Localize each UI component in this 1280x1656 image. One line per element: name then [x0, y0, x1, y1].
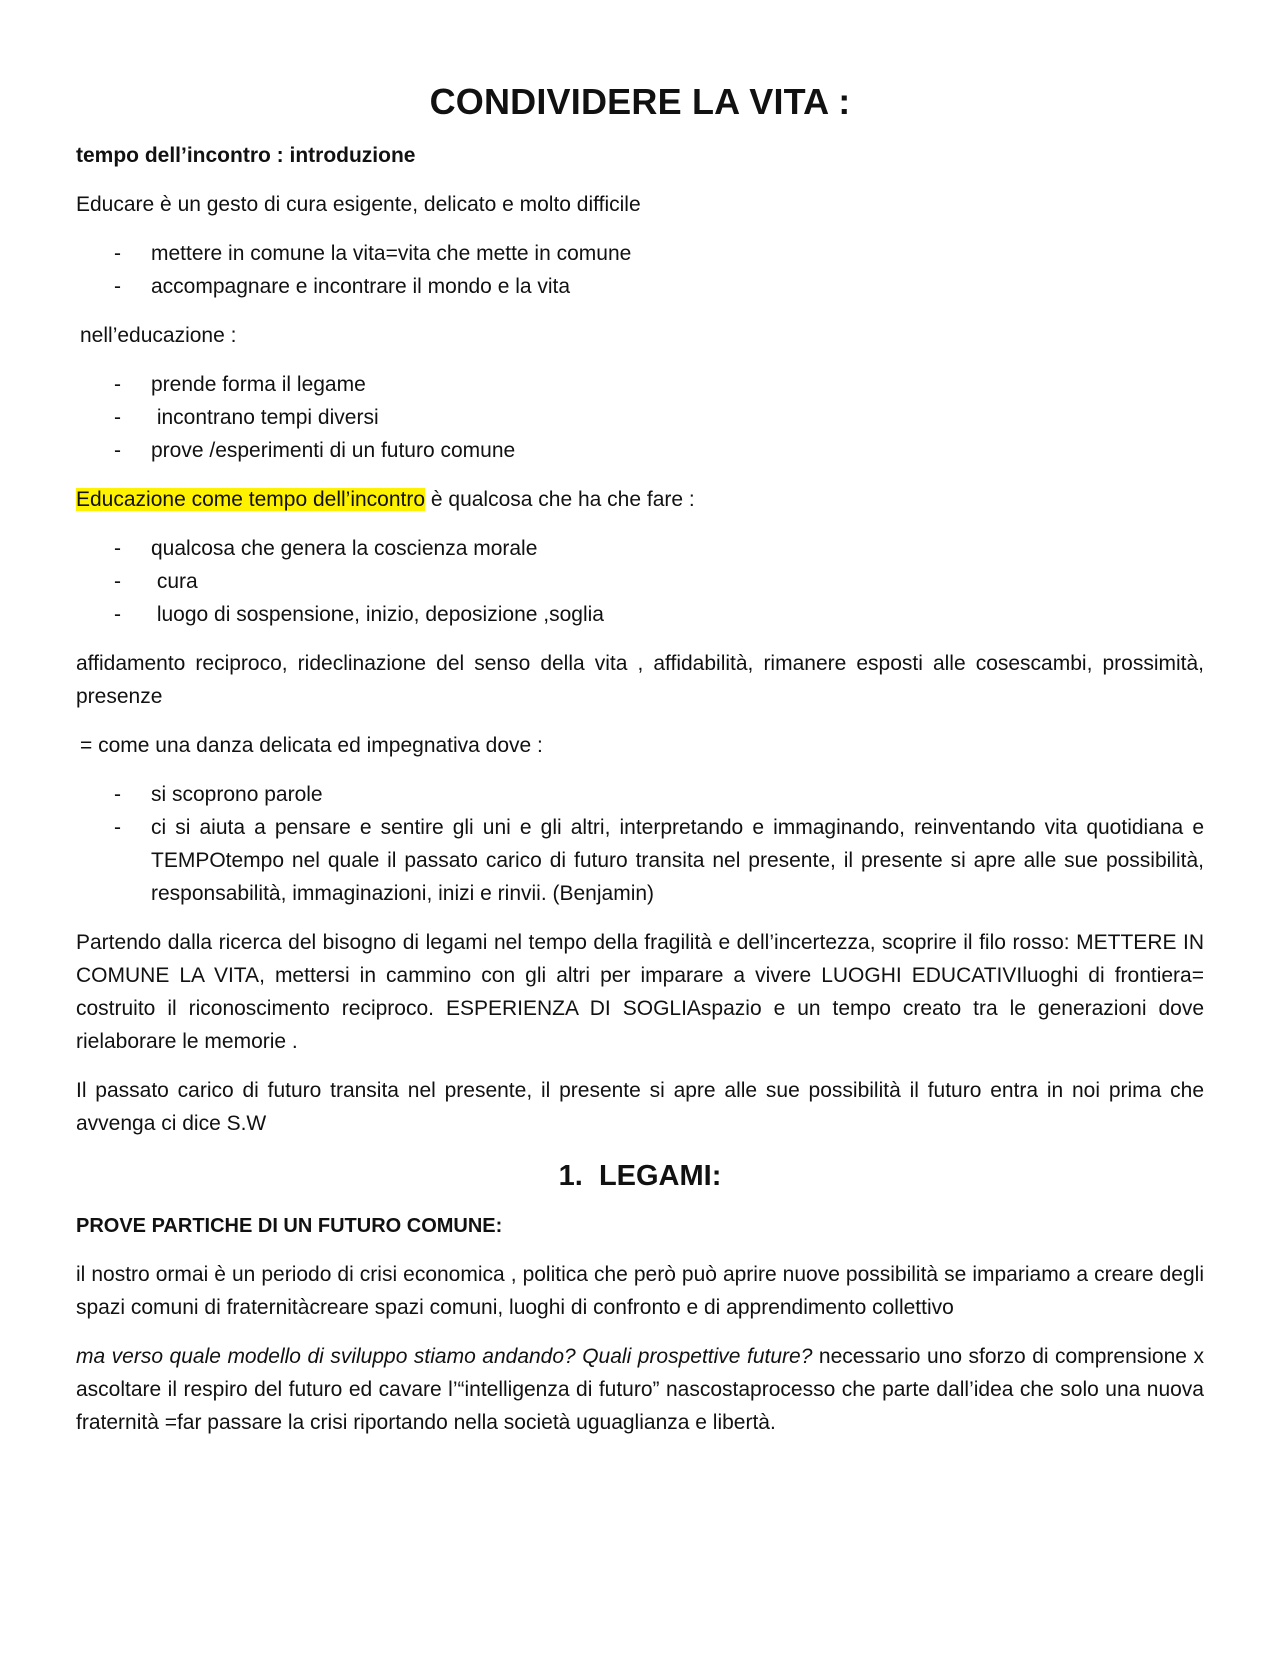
dance-label: = come una danza delicata ed impegnativa dove : — [80, 734, 543, 757]
list-item — [76, 565, 1204, 598]
trust-paragraph: affidamento reciproco, rideclinazione del senso della vita , affidabilità, rimanere esposti alle cosescambi, prossimità, presenze — [76, 652, 1204, 708]
past-paragraph: Il passato carico di futuro transita nel presente, il presente si apre alle sue possibilità il futuro entra in noi prima che avvenga ci dice S.W — [76, 1079, 1204, 1135]
section-title: LEGAMI: — [598, 1160, 722, 1192]
dash-bullet-icon: - — [114, 373, 121, 396]
page-subtitle: tempo dell’incontro : introduzione — [76, 144, 416, 167]
list-item-text: si scoprono parole — [151, 783, 323, 806]
highlight-paragraph-rest: è qualcosa che ha che fare : — [425, 488, 695, 511]
page-title: CONDIVIDERE LA VITA : — [429, 81, 851, 122]
list-item-text: accompagnare e incontrare il mondo e la vita — [151, 275, 571, 298]
section-subheading: PROVE PARTICHE DI UN FUTURO COMUNE: — [76, 1215, 503, 1237]
encounter-list — [76, 532, 1204, 631]
dance-list — [76, 778, 1204, 910]
list-item-text: prende forma il legame — [151, 373, 366, 396]
research-paragraph: Partendo dalla ricerca del bisogno di legami nel tempo della fragilità e dell’incertezza, scoprire il filo rosso: METTERE IN COMUNE LA VITA, mettersi in cammino con gli altri per imparare a vivere LUOGHI EDUCATIVIluoghi di frontiera= costruito il riconoscimento reciproco. ESPERIENZA DI SOGLIAspazio e un tempo creato tra le generazioni dove rielaborare le memorie . — [76, 931, 1204, 1053]
list-item — [76, 401, 1204, 434]
list-item — [76, 270, 1204, 303]
list-item-text: ci si aiuta a pensare e sentire gli uni e gli altri, interpretando e immaginando, reinventando vita quotidiana e TEMPOtempo nel quale il passato carico di futuro transita nel presente, il presente si apre alle sue possibilità, responsabilità, immaginazioni, inizi e rinvii. (Benjamin) — [151, 816, 1204, 905]
intro-paragraph: Educare è un gesto di cura esigente, delicato e molto difficile — [76, 193, 641, 216]
list-item — [76, 811, 1204, 910]
list-item — [76, 532, 1204, 565]
intro-list — [76, 237, 1204, 303]
list-item — [76, 368, 1204, 401]
dash-bullet-icon: - — [114, 275, 121, 298]
dash-bullet-icon: - — [114, 783, 121, 806]
dash-bullet-icon: - — [114, 570, 121, 593]
dash-bullet-icon: - — [114, 439, 121, 462]
list-item-text: luogo di sospensione, inizio, deposizione ,soglia — [151, 603, 604, 626]
list-item — [76, 237, 1204, 270]
dash-bullet-icon: - — [114, 537, 121, 560]
dash-bullet-icon: - — [114, 603, 121, 626]
dash-bullet-icon: - — [114, 816, 121, 839]
question-paragraph — [76, 1340, 1204, 1439]
document-page — [76, 78, 1204, 1455]
list-item-text: prove /esperimenti di un futuro comune — [151, 439, 516, 462]
list-item-text: qualcosa che genera la coscienza morale — [151, 537, 538, 560]
list-item-text: cura — [151, 570, 198, 593]
section-heading — [76, 1156, 1204, 1196]
education-list — [76, 368, 1204, 467]
crisis-paragraph: il nostro ormai è un periodo di crisi economica , politica che però può aprire nuove possibilità se impariamo a creare degli spazi comuni di fraternitàcreare spazi comuni, luoghi di confronto e di apprendimento collettivo — [76, 1263, 1204, 1319]
section-number: 1. — [558, 1160, 583, 1192]
list-item — [76, 778, 1204, 811]
question-rest: necessario uno sforzo di comprensione x ascoltare il respiro del futuro ed cavare l’“intelligenza di futuro” nascostaprocesso che parte dall’idea che solo una nuova fraternità =far passare la crisi riportando nella società uguaglianza e libertà. — [76, 1345, 1204, 1434]
highlighted-text: Educazione come tempo dell’incontro — [76, 488, 426, 511]
list-item-text: mettere in comune la vita=vita che mette in comune — [151, 242, 632, 265]
question-italic: ma verso quale modello di sviluppo stiamo andando? Quali prospettive future? — [76, 1345, 813, 1368]
list-item-text: incontrano tempi diversi — [151, 406, 379, 429]
list-item — [76, 598, 1204, 631]
list-item — [76, 434, 1204, 467]
highlight-paragraph — [76, 483, 1204, 516]
dash-bullet-icon: - — [114, 242, 121, 265]
dash-bullet-icon: - — [114, 406, 121, 429]
education-label: nell’educazione : — [80, 324, 237, 347]
